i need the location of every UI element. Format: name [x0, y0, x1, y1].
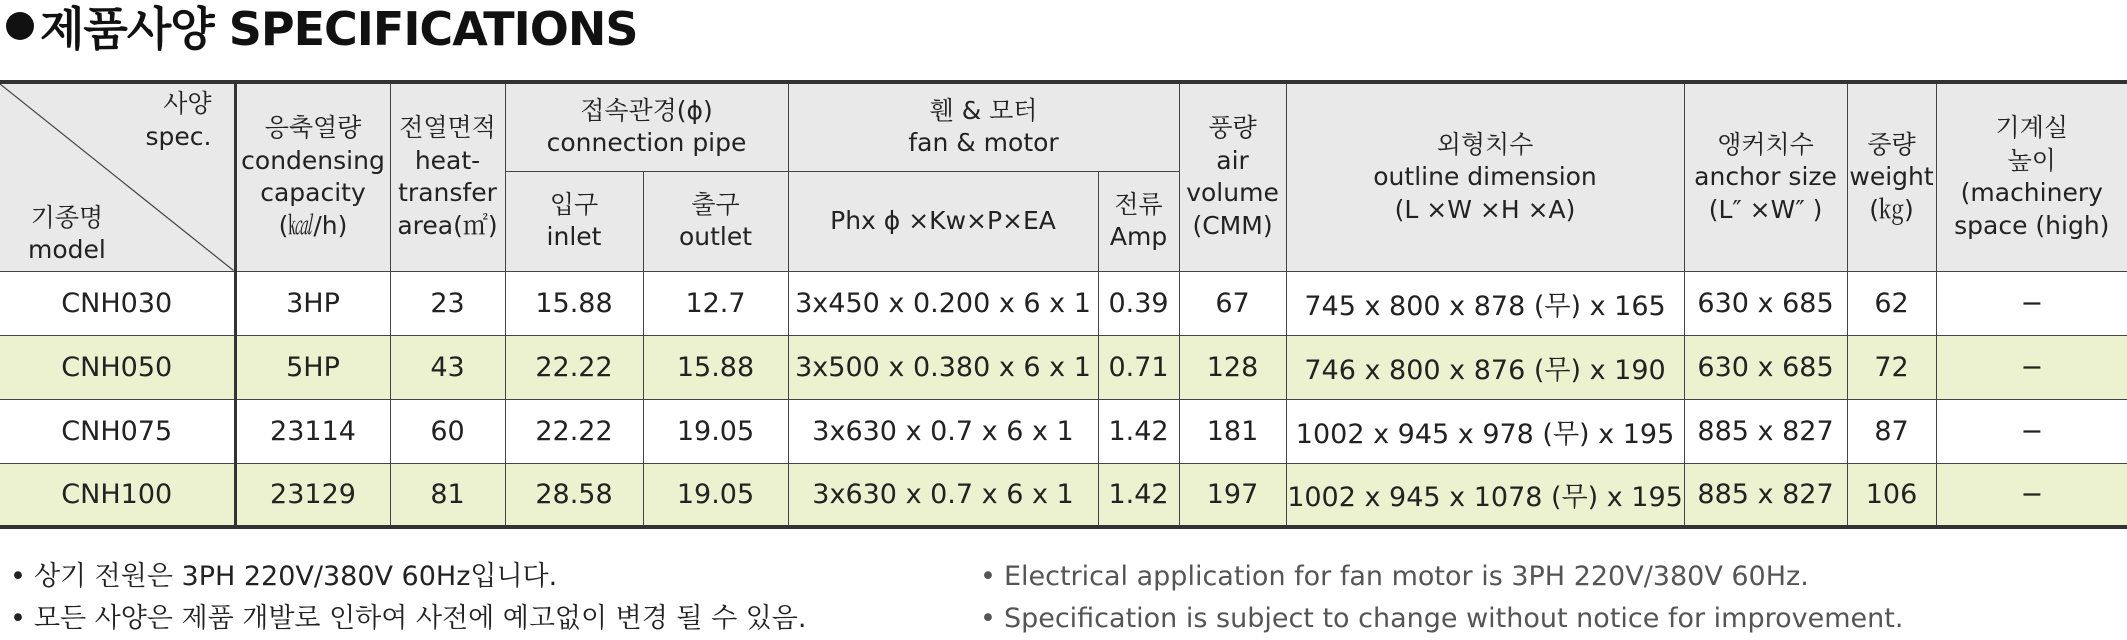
header-capacity: 응축열량 condensing capacity (㎉/h) [235, 82, 390, 271]
note-ko-change: • 모든 사양은 제품 개발로 인하여 사전에 예고없이 변경 될 수 있음. [10, 603, 807, 634]
cell-model: CNH075 [0, 399, 235, 463]
bullet-icon: • [980, 603, 996, 634]
header-fan-motor: 휀 & 모터 fan & motor [788, 82, 1179, 171]
cell-amp: 1.42 [1098, 463, 1179, 527]
header-anchor-size: 앵커치수 anchor size (L″ ×W″ ) [1684, 82, 1847, 271]
table-row [0, 335, 2127, 399]
cell-model: CNH100 [0, 463, 235, 527]
header-outline-dimension: 외형치수 outline dimension (L ×W ×H ×A) [1286, 82, 1684, 271]
spec-table [0, 80, 2127, 529]
note-en-change: • Specification is subject to change without notice for improvement. [980, 603, 1904, 634]
cell-inlet: 22.22 [505, 335, 643, 399]
cell-machine: − [1936, 463, 2127, 527]
notes-english [980, 556, 1903, 640]
cell-outline: 1002 x 945 x 1078 (무) x 195 [1286, 463, 1684, 527]
cell-capacity: 3HP [235, 271, 390, 335]
cell-capacity: 23114 [235, 399, 390, 463]
header-air-volume: 풍량 air volume (CMM) [1179, 82, 1286, 271]
cell-capacity: 5HP [235, 335, 390, 399]
cell-machine: − [1936, 271, 2127, 335]
cell-air: 67 [1179, 271, 1286, 335]
cell-outline: 1002 x 945 x 978 (무) x 195 [1286, 399, 1684, 463]
cell-outlet: 12.7 [643, 271, 788, 335]
header-corner-cell [0, 82, 235, 271]
header-fan-spec: Phx ϕ ×Kw×P×EA [788, 171, 1098, 271]
cell-inlet: 28.58 [505, 463, 643, 527]
cell-capacity: 23129 [235, 463, 390, 527]
bullet-icon: • [980, 561, 996, 592]
note-en-power: • Electrical application for fan motor is 3PH 220V/380V 60Hz. [980, 561, 1809, 592]
cell-outlet: 19.05 [643, 399, 788, 463]
cell-weight: 87 [1847, 399, 1936, 463]
table-row [0, 271, 2127, 335]
bullet-icon: • [10, 561, 26, 592]
table-row [0, 463, 2127, 527]
cell-area: 23 [390, 271, 505, 335]
cell-fan: 3x500 x 0.380 x 6 x 1 [788, 335, 1098, 399]
cell-amp: 0.71 [1098, 335, 1179, 399]
cell-machine: − [1936, 335, 2127, 399]
cell-inlet: 15.88 [505, 271, 643, 335]
cell-anchor: 630 x 685 [1684, 335, 1847, 399]
header-row-1 [0, 82, 2127, 171]
cell-air: 128 [1179, 335, 1286, 399]
header-connection-pipe: 접속관경(ϕ) connection pipe [505, 82, 788, 171]
corner-model-label: 기종명 model [28, 202, 106, 264]
cell-fan: 3x450 x 0.200 x 6 x 1 [788, 271, 1098, 335]
corner-spec-label: 사양 spec. [145, 89, 212, 151]
cell-model: CNH030 [0, 271, 235, 335]
notes-korean [10, 556, 806, 640]
cell-weight: 62 [1847, 271, 1936, 335]
cell-area: 81 [390, 463, 505, 527]
note-ko-power: • 상기 전원은 3PH 220V/380V 60Hz입니다. [10, 561, 558, 592]
header-outlet: 출구 outlet [643, 171, 788, 271]
header-machinery-space: 기계실 높이 (machinery space (high) [1936, 82, 2127, 271]
title-text: 제품사양 SPECIFICATIONS [40, 2, 638, 56]
table-row [0, 399, 2127, 463]
cell-area: 43 [390, 335, 505, 399]
cell-anchor: 630 x 685 [1684, 271, 1847, 335]
cell-amp: 1.42 [1098, 399, 1179, 463]
page-title [6, 0, 637, 56]
header-inlet: 입구 inlet [505, 171, 643, 271]
cell-outline: 745 x 800 x 878 (무) x 165 [1286, 271, 1684, 335]
cell-weight: 106 [1847, 463, 1936, 527]
cell-machine: − [1936, 399, 2127, 463]
cell-anchor: 885 x 827 [1684, 399, 1847, 463]
cell-air: 181 [1179, 399, 1286, 463]
cell-fan: 3x630 x 0.7 x 6 x 1 [788, 463, 1098, 527]
bullet-icon: • [10, 603, 26, 634]
cell-outline: 746 x 800 x 876 (무) x 190 [1286, 335, 1684, 399]
header-weight: 중량 weight (㎏) [1847, 82, 1936, 271]
cell-weight: 72 [1847, 335, 1936, 399]
cell-air: 197 [1179, 463, 1286, 527]
header-current: 전류 Amp [1098, 171, 1179, 271]
cell-anchor: 885 x 827 [1684, 463, 1847, 527]
title-bullet-icon [6, 12, 34, 40]
cell-outlet: 19.05 [643, 463, 788, 527]
cell-inlet: 22.22 [505, 399, 643, 463]
header-area: 전열면적 heat- transfer area(㎡) [390, 82, 505, 271]
cell-area: 60 [390, 399, 505, 463]
cell-model: CNH050 [0, 335, 235, 399]
cell-outlet: 15.88 [643, 335, 788, 399]
cell-amp: 0.39 [1098, 271, 1179, 335]
cell-fan: 3x630 x 0.7 x 6 x 1 [788, 399, 1098, 463]
